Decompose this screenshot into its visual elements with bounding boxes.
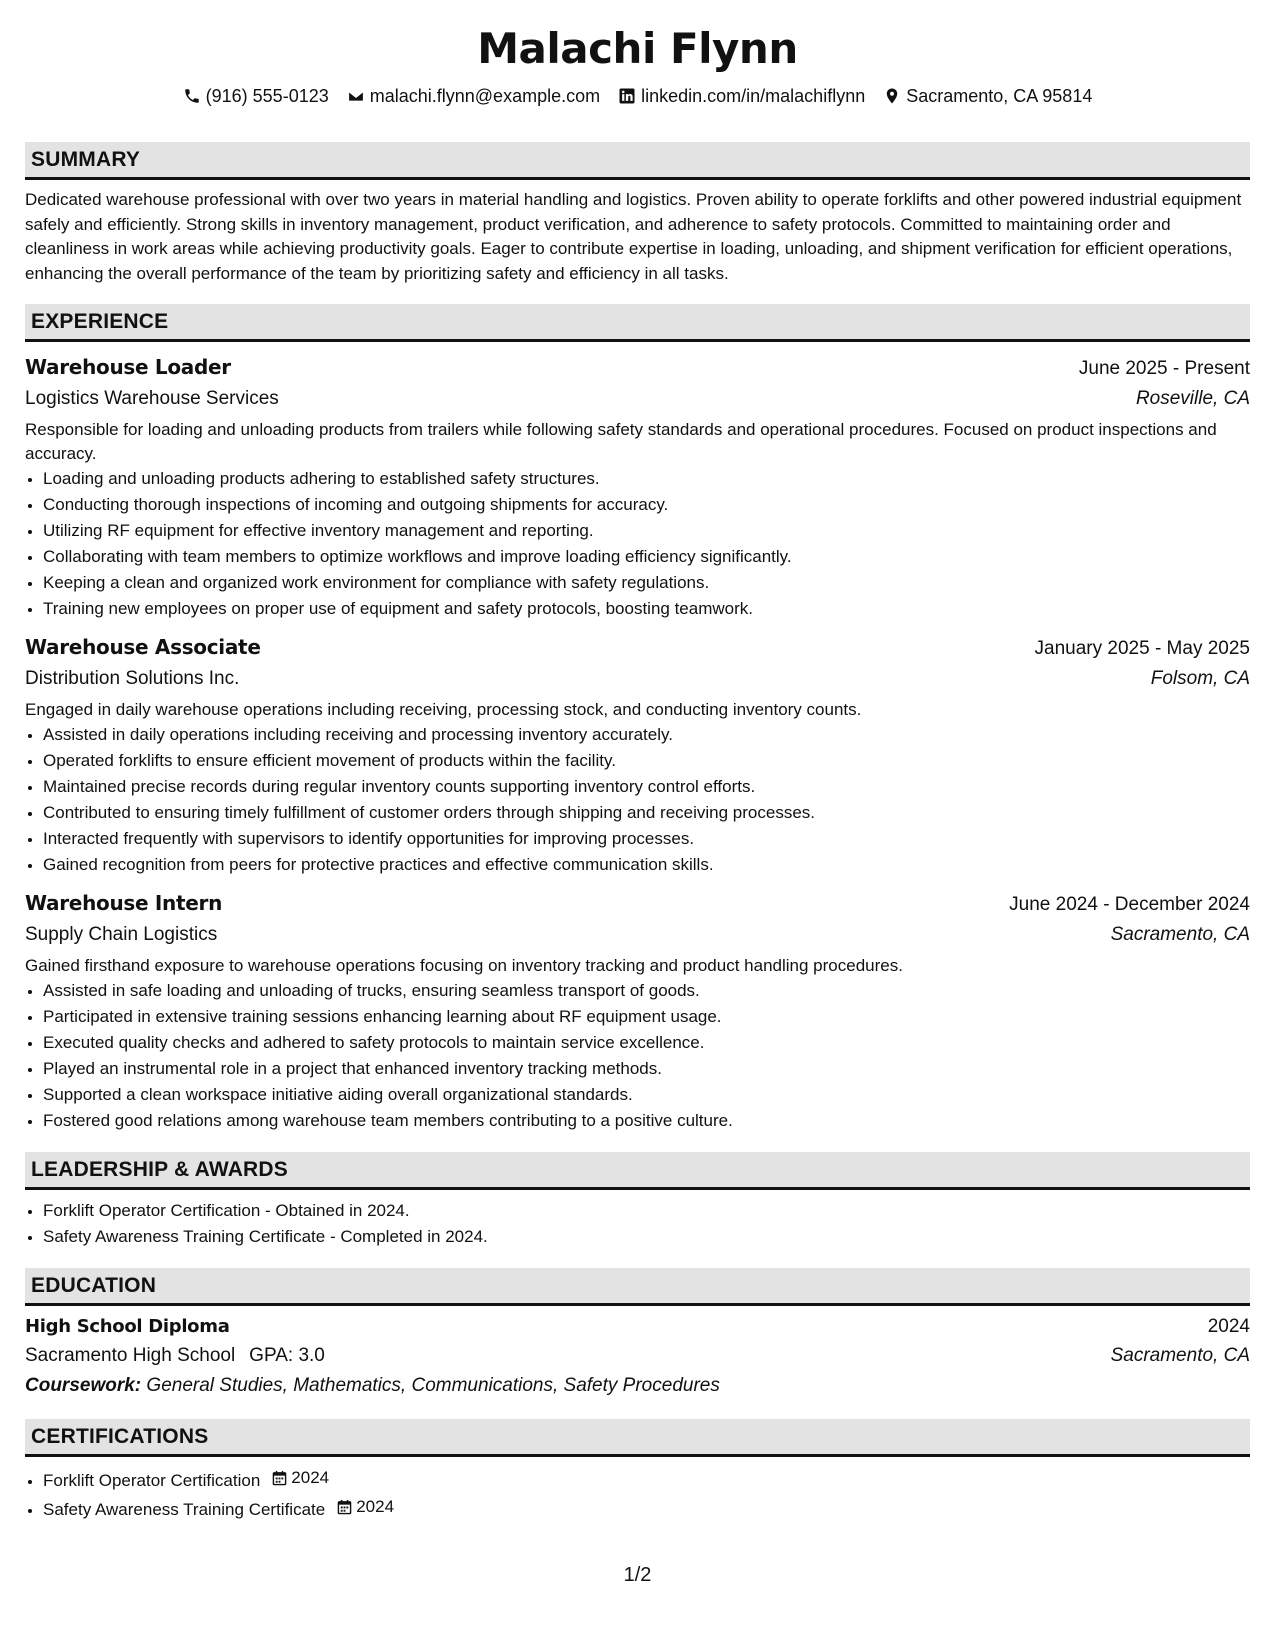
certification-date: 2024: [356, 1497, 395, 1516]
contact-linkedin[interactable]: [618, 82, 865, 110]
job-location: Roseville, CA: [1135, 388, 1250, 409]
linkedin-icon: [618, 87, 636, 105]
bullet-item: • Interacted frequently with supervisors to identify opportunities for improving processes.: [43, 826, 1250, 852]
resume-page: [25, 22, 1250, 1523]
leadership-item: • Safety Awareness Training Certificate - Completed in 2024.: [43, 1224, 1250, 1250]
bullet-item: • Conducting thorough inspections of incoming and outgoing shipments for accuracy.: [43, 492, 1250, 518]
job-company: Supply Chain Logistics: [25, 924, 218, 945]
bullet-item: • Participated in extensive training sessions enhancing learning about RF equipment usage.: [43, 1004, 1250, 1030]
certification-date: 2024: [291, 1468, 330, 1487]
degree: High School Diploma: [25, 1316, 230, 1337]
coursework-list: General Studies, Mathematics, Communications, Safety Procedures: [146, 1375, 720, 1396]
job-company: Logistics Warehouse Services: [25, 388, 279, 409]
job-location: Sacramento, CA: [1110, 924, 1250, 945]
section-heading-education: EDUCATION: [25, 1268, 1250, 1306]
section-heading-experience: EXPERIENCE: [25, 304, 1250, 342]
calendar-icon: [272, 1470, 287, 1486]
bullet-item: • Gained recognition from peers for protective practices and effective communication skills.: [43, 852, 1250, 878]
job-company: Distribution Solutions Inc.: [25, 668, 240, 689]
bullet-item: • Played an instrumental role in a project that enhanced inventory tracking methods.: [43, 1056, 1250, 1082]
bullet-item: • Assisted in safe loading and unloading of trucks, ensuring seamless transport of goods.: [43, 978, 1250, 1004]
coursework-label: Coursework:: [25, 1375, 142, 1396]
summary-text: Dedicated warehouse professional with over two years in material handling and logistics. Proven ability to operate forklifts and other powered industrial equipment safely and efficiently. Strong skills in inventory management, product verification, and adherence to safety protocols. Committed to maintaining order and cleanliness in work areas while achieving productivity goals. Eager to contribute expertise in loading, unloading, and shipment verification for efficient operations, enhancing the overall performance of the team by prioritizing safety and efficiency in all tasks.: [25, 190, 1242, 283]
job-title: Warehouse Intern: [25, 891, 223, 915]
job-entry: [25, 888, 1250, 1134]
envelope-icon: [347, 87, 365, 105]
education-entry: [25, 1312, 1250, 1401]
job-dates: June 2024 - December 2024: [1009, 894, 1250, 915]
job-entry: [25, 352, 1250, 622]
bullet-item: • Utilizing RF equipment for effective inventory management and reporting.: [43, 518, 1250, 544]
bullet-item: • Collaborating with team members to optimize workflows and improve loading efficiency significantly.: [43, 544, 1250, 570]
contact-phone: [183, 82, 329, 110]
bullet-item: • Loading and unloading products adhering to established safety structures.: [43, 466, 1250, 492]
job-description: Responsible for loading and unloading products from trailers while following safety standards and operational procedures. Focused on product inspections and accuracy.: [25, 420, 1217, 463]
job-dates: January 2025 - May 2025: [1034, 638, 1250, 659]
school-location: Sacramento, CA: [1110, 1345, 1250, 1366]
section-heading-leadership: LEADERSHIP & AWARDS: [25, 1152, 1250, 1190]
phone-text: (916) 555-0123: [205, 86, 329, 106]
job-bullets: [25, 466, 1250, 622]
job-entry: [25, 632, 1250, 878]
gpa: GPA: 3.0: [249, 1345, 325, 1366]
bullet-item: • Maintained precise records during regular inventory counts supporting inventory control efforts.: [43, 774, 1250, 800]
coursework: [25, 1371, 1250, 1401]
leadership-item: • Forklift Operator Certification - Obtained in 2024.: [43, 1198, 1250, 1224]
job-bullets: [25, 722, 1250, 878]
job-title: Warehouse Loader: [25, 355, 231, 379]
leadership-list: [25, 1198, 1250, 1250]
contact-email[interactable]: [347, 82, 600, 110]
section-heading-summary: SUMMARY: [25, 142, 1250, 180]
bullet-item: • Keeping a clean and organized work environment for compliance with safety regulations.: [43, 570, 1250, 596]
map-pin-icon: [883, 87, 901, 105]
page-number: 1/2: [623, 1564, 652, 1586]
certification-name: Forklift Operator Certification: [43, 1471, 261, 1490]
job-title: Warehouse Associate: [25, 635, 261, 659]
certification-name: Safety Awareness Training Certificate: [43, 1500, 326, 1519]
location-text: Sacramento, CA 95814: [906, 86, 1093, 106]
contact-bar: [25, 82, 1250, 110]
certifications-list: [25, 1465, 1250, 1523]
job-location: Folsom, CA: [1150, 668, 1250, 689]
email-link[interactable]: malachi.flynn@example.com: [369, 86, 601, 106]
bullet-item: • Supported a clean workspace initiative aiding overall organizational standards.: [43, 1082, 1250, 1108]
bullet-item: • Contributed to ensuring timely fulfillment of customer orders through shipping and receiving processes.: [43, 800, 1250, 826]
contact-location: [883, 82, 1092, 110]
job-description: Engaged in daily warehouse operations including receiving, processing stock, and conducting inventory counts.: [25, 700, 862, 719]
certification-item: [43, 1494, 1250, 1523]
job-dates: June 2025 - Present: [1078, 358, 1250, 379]
bullet-item: • Fostered good relations among warehouse team members contributing to a positive culture.: [43, 1108, 1250, 1134]
linkedin-link[interactable]: linkedin.com/in/malachiflynn: [641, 86, 866, 106]
bullet-item: • Operated forklifts to ensure efficient movement of products within the facility.: [43, 748, 1250, 774]
calendar-icon: [337, 1499, 352, 1515]
graduation-year: 2024: [1207, 1316, 1250, 1337]
bullet-item: • Assisted in daily operations including receiving and processing inventory accurately.: [43, 722, 1250, 748]
bullet-item: • Training new employees on proper use of equipment and safety protocols, boosting teamwork.: [43, 596, 1250, 622]
job-description: Gained firsthand exposure to warehouse operations focusing on inventory tracking and product handling procedures.: [25, 956, 903, 975]
candidate-name: Malachi Flynn: [477, 24, 798, 73]
certification-item: [43, 1465, 1250, 1494]
section-heading-certifications: CERTIFICATIONS: [25, 1419, 1250, 1457]
school-name: Sacramento High School: [25, 1345, 236, 1366]
phone-icon: [183, 87, 201, 105]
bullet-item: • Executed quality checks and adhered to safety protocols to maintain service excellence.: [43, 1030, 1250, 1056]
job-bullets: [25, 978, 1250, 1134]
